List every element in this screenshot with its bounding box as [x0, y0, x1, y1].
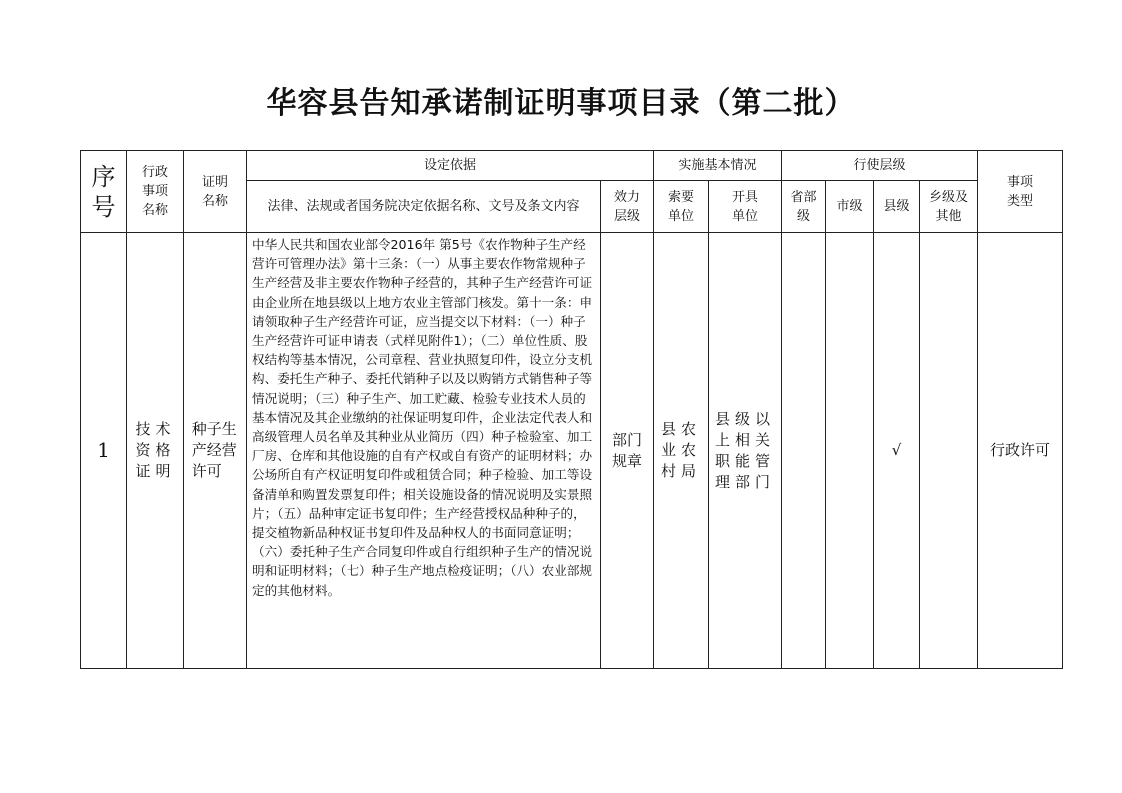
document-title: 华容县告知承诺制证明事项目录（第二批）	[266, 86, 856, 121]
header-city: 市级	[826, 181, 874, 233]
row-request-unit: 县农业农村局	[654, 233, 709, 669]
header-township: 乡级及其他	[920, 181, 978, 233]
header-province: 省部级	[782, 181, 826, 233]
row-township	[920, 233, 978, 669]
header-county: 县级	[874, 181, 920, 233]
certificate-catalog-table	[80, 150, 1063, 669]
header-effect-level: 效力层级	[601, 181, 654, 233]
header-request-unit: 索要单位	[654, 181, 709, 233]
header-item-type: 事项类型	[978, 151, 1063, 233]
row-item-type: 行政许可	[978, 233, 1063, 669]
row-seq: 1	[81, 233, 127, 669]
header-impl-group: 实施基本情况	[654, 151, 782, 181]
header-basis-group: 设定依据	[247, 151, 654, 181]
row-city	[826, 233, 874, 669]
row-basis: 中华人民共和国农业部令2016年 第5号《农作物种子生产经营许可管理办法》第十三条：（一）从事主要农作物常规种子生产经营及非主要农作物种子经营的，其种子生产经营许可证由企业所在地县级以上地方农业主管部门核发。第十一条：申请领取种子生产经营许可证，应当提交以下材料：（一）种子生产经营许可证申请表（式样见附件1）；（二）单位性质、股权结构等基本情况，公司章程、营业执照复印件，设立分支机构、委托生产种子、委托代销种子以及以购销方式销售种子等情况说明；（三）种子生产、加工贮藏、检验专业技术人员的基本情况及其企业缴纳的社保证明复印件，企业法定代表人和高级管理人员名单及其种业从业简历（四）种子检验室、加工厂房、仓库和其他设施的自有产权或自有资产的证明材料；办公场所自有产权证明复印件或租赁合同；种子检验、加工等设备清单和购置发票复印件；相关设施设备的情况说明及实景照片；（五）品种审定证书复印件；生产经营授权品种种子的，提交植物新品种权证书复印件及品种权人的书面同意证明；（六）委托种子生产合同复印件或自行组织种子生产的情况说明和证明材料；（七）种子生产地点检疫证明；（八）农业部规定的其他材料。	[247, 233, 601, 669]
row-issue-unit: 县级以上相关职能管理部门	[709, 233, 782, 669]
table-row	[81, 233, 1063, 669]
row-cert-name: 种子生产经营许可	[184, 233, 247, 669]
header-item-name: 行政事项名称	[127, 151, 184, 233]
row-effect-level: 部门规章	[601, 233, 654, 669]
row-province	[782, 233, 826, 669]
header-level-group: 行使层级	[782, 151, 978, 181]
row-item-name: 技术资格证明	[127, 233, 184, 669]
header-row-1	[81, 151, 1063, 181]
header-basis-content: 法律、法规或者国务院决定依据名称、文号及条文内容	[247, 181, 601, 233]
header-seq: 序号	[81, 151, 127, 233]
row-county-check: √	[874, 233, 920, 669]
header-cert-name: 证明名称	[184, 151, 247, 233]
header-issue-unit: 开具单位	[709, 181, 782, 233]
